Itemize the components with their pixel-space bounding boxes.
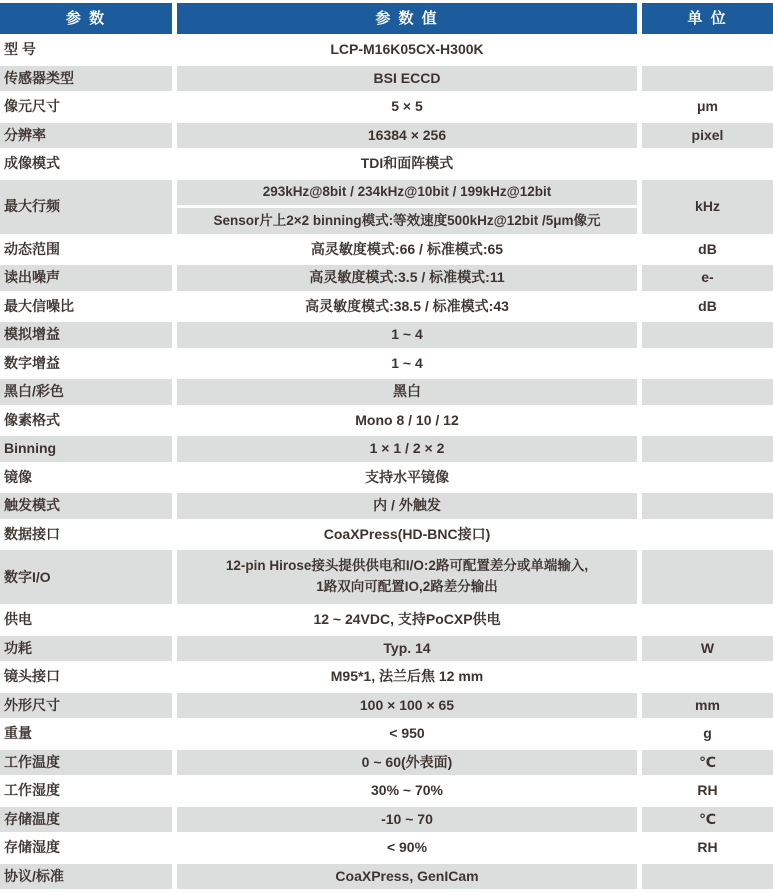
value-cell: 100 × 100 × 65 xyxy=(177,693,637,719)
param-cell: 像元尺寸 xyxy=(0,94,172,120)
table-row xyxy=(0,835,773,861)
param-cell: 协议/标准 xyxy=(0,864,172,890)
table-row xyxy=(0,522,773,548)
table-row xyxy=(0,351,773,377)
value-cell: 内 / 外触发 xyxy=(177,493,637,519)
param-cell: 工作温度 xyxy=(0,750,172,776)
table-row xyxy=(0,37,773,63)
unit-cell: e- xyxy=(642,265,773,291)
param-cell: 功耗 xyxy=(0,636,172,662)
value-cell xyxy=(177,550,637,604)
header-unit-label: 单 位 xyxy=(642,3,773,34)
value-cell: Mono 8 / 10 / 12 xyxy=(177,408,637,434)
unit-cell xyxy=(642,408,773,434)
param-cell: 供电 xyxy=(0,607,172,633)
param-cell: 数字增益 xyxy=(0,351,172,377)
value-cell: LCP-M16K05CX-H300K xyxy=(177,37,637,63)
param-cell: 镜头接口 xyxy=(0,664,172,690)
unit-cell xyxy=(642,379,773,405)
unit-cell xyxy=(642,37,773,63)
param-cell: 外形尺寸 xyxy=(0,693,172,719)
value-line: Sensor片上2×2 binning模式:等效速度500kHz@12bit /5μm像元 xyxy=(177,208,637,234)
value-cell: 1 ~ 4 xyxy=(177,351,637,377)
table-row xyxy=(0,322,773,348)
param-cell: 传感器类型 xyxy=(0,66,172,92)
param-cell: 分辨率 xyxy=(0,123,172,149)
value-cell: 高灵敏度模式:3.5 / 标准模式:11 xyxy=(177,265,637,291)
table-body xyxy=(0,37,773,889)
unit-cell: RH xyxy=(642,778,773,804)
table-row xyxy=(0,94,773,120)
param-cell: 动态范围 xyxy=(0,237,172,263)
param-cell: 像素格式 xyxy=(0,408,172,434)
table-row xyxy=(0,151,773,177)
param-cell: 最大信噪比 xyxy=(0,294,172,320)
unit-cell xyxy=(642,550,773,604)
value-cell: BSI ECCD xyxy=(177,66,637,92)
table-row xyxy=(0,294,773,320)
value-cell: 高灵敏度模式:38.5 / 标准模式:43 xyxy=(177,294,637,320)
table-row xyxy=(0,778,773,804)
unit-cell: kHz xyxy=(642,180,773,234)
table-row xyxy=(0,180,773,234)
param-cell: 工作湿度 xyxy=(0,778,172,804)
unit-cell: dB xyxy=(642,294,773,320)
table-row xyxy=(0,664,773,690)
unit-cell xyxy=(642,322,773,348)
unit-cell xyxy=(642,66,773,92)
table-row xyxy=(0,66,773,92)
table-row xyxy=(0,237,773,263)
value-cell xyxy=(177,180,637,234)
value-cell: 0 ~ 60(外表面) xyxy=(177,750,637,776)
unit-cell: mm xyxy=(642,693,773,719)
unit-cell: dB xyxy=(642,237,773,263)
value-cell: 支持水平镜像 xyxy=(177,465,637,491)
value-cell: TDI和面阵模式 xyxy=(177,151,637,177)
param-cell: 存储湿度 xyxy=(0,835,172,861)
value-cell: 30% ~ 70% xyxy=(177,778,637,804)
unit-cell xyxy=(642,151,773,177)
header-param-label: 参 数 xyxy=(0,3,172,34)
table-row xyxy=(0,607,773,633)
unit-cell: g xyxy=(642,721,773,747)
value-cell: 1 × 1 / 2 × 2 xyxy=(177,436,637,462)
param-cell: 存储温度 xyxy=(0,807,172,833)
value-cell: 高灵敏度模式:66 / 标准模式:65 xyxy=(177,237,637,263)
table-row xyxy=(0,379,773,405)
param-cell: 成像模式 xyxy=(0,151,172,177)
value-cell: 16384 × 256 xyxy=(177,123,637,149)
unit-cell: RH xyxy=(642,835,773,861)
value-cell: 黑白 xyxy=(177,379,637,405)
table-row xyxy=(0,693,773,719)
value-cell: 12 ~ 24VDC, 支持PoCXP供电 xyxy=(177,607,637,633)
unit-cell xyxy=(642,351,773,377)
table-row xyxy=(0,265,773,291)
value-cell: -10 ~ 70 xyxy=(177,807,637,833)
unit-cell: ℃ xyxy=(642,750,773,776)
value-line: 1路双向可配置IO,2路差分输出 xyxy=(316,579,498,594)
unit-cell: pixel xyxy=(642,123,773,149)
unit-cell xyxy=(642,493,773,519)
unit-cell: ℃ xyxy=(642,807,773,833)
unit-cell xyxy=(642,465,773,491)
unit-cell xyxy=(642,864,773,890)
value-cell: 1 ~ 4 xyxy=(177,322,637,348)
param-cell: 重量 xyxy=(0,721,172,747)
param-cell: 黑白/彩色 xyxy=(0,379,172,405)
value-cell: CoaXPress(HD-BNC接口) xyxy=(177,522,637,548)
value-cell: CoaXPress, GenICam xyxy=(177,864,637,890)
table-row xyxy=(0,864,773,890)
unit-cell xyxy=(642,607,773,633)
table-row xyxy=(0,436,773,462)
value-line: 12-pin Hirose接头提供供电和I/O:2路可配置差分或单端输入, xyxy=(225,558,589,574)
table-header xyxy=(0,3,773,34)
table-row xyxy=(0,408,773,434)
table-row xyxy=(0,123,773,149)
value-cell: M95*1, 法兰后焦 12 mm xyxy=(177,664,637,690)
table-row xyxy=(0,807,773,833)
param-cell: 型 号 xyxy=(0,37,172,63)
value-multiline xyxy=(177,556,637,598)
param-cell: 数据接口 xyxy=(0,522,172,548)
param-cell: 数字I/O xyxy=(0,550,172,604)
value-cell: 5 × 5 xyxy=(177,94,637,120)
param-cell: 模拟增益 xyxy=(0,322,172,348)
unit-cell xyxy=(642,664,773,690)
table-row xyxy=(0,750,773,776)
param-cell: Binning xyxy=(0,436,172,462)
unit-cell xyxy=(642,436,773,462)
table-row xyxy=(0,721,773,747)
value-line: 293kHz@8bit / 234kHz@10bit / 199kHz@12bit xyxy=(177,180,637,206)
value-cell: < 90% xyxy=(177,835,637,861)
table-row xyxy=(0,550,773,604)
param-cell: 镜像 xyxy=(0,465,172,491)
table-row xyxy=(0,636,773,662)
unit-cell: μm xyxy=(642,94,773,120)
header-value-label: 参 数 值 xyxy=(177,3,637,34)
value-cell: < 950 xyxy=(177,721,637,747)
unit-cell: W xyxy=(642,636,773,662)
param-cell: 触发模式 xyxy=(0,493,172,519)
param-cell: 读出噪声 xyxy=(0,265,172,291)
param-cell: 最大行频 xyxy=(0,180,172,234)
value-cell: Typ. 14 xyxy=(177,636,637,662)
table-row xyxy=(0,465,773,491)
table-row xyxy=(0,493,773,519)
unit-cell xyxy=(642,522,773,548)
